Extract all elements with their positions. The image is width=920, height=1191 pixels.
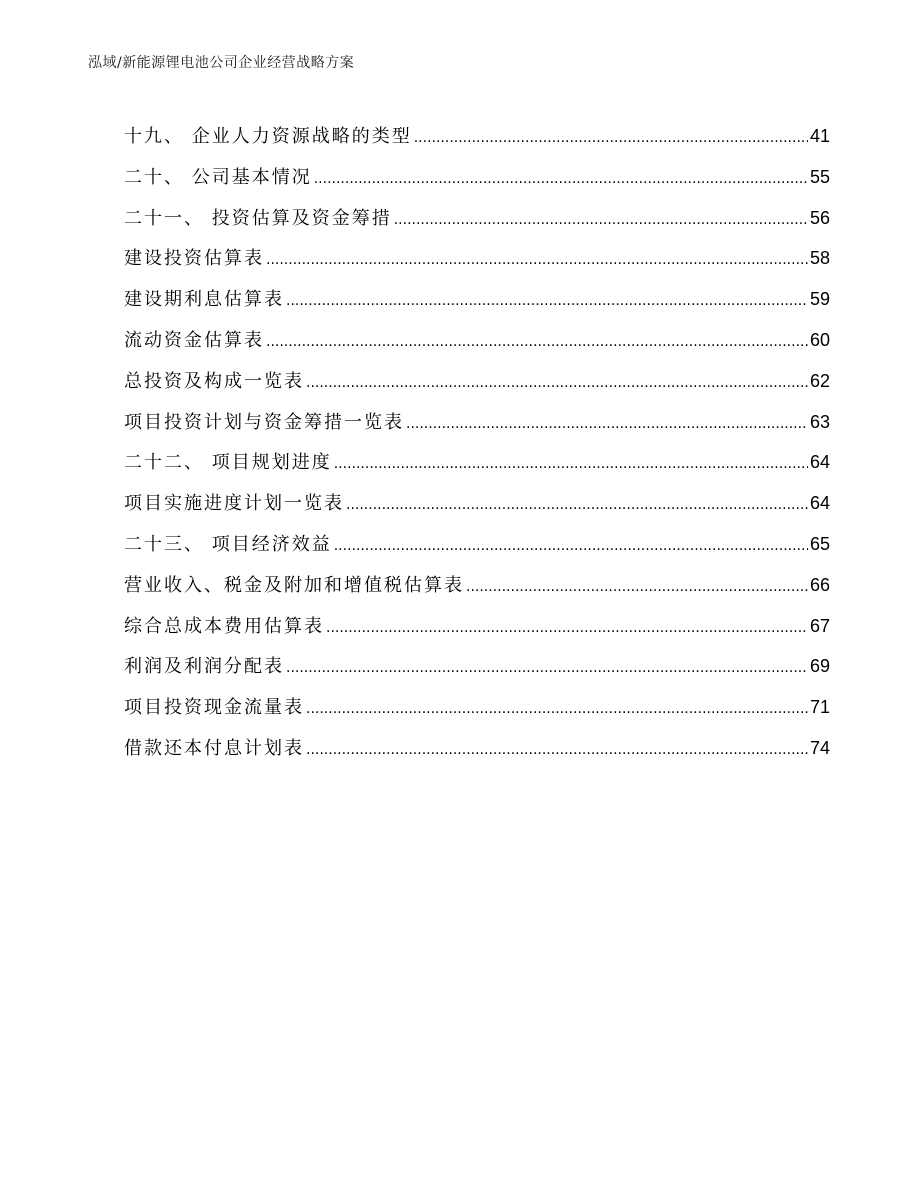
toc-entry[interactable] bbox=[124, 279, 830, 320]
toc-dot-leader bbox=[286, 281, 808, 322]
toc-entry[interactable] bbox=[124, 728, 830, 769]
toc-entry-title: 营业收入、税金及附加和增值税估算表 bbox=[124, 574, 464, 596]
toc-dot-leader bbox=[306, 363, 808, 404]
table-of-contents bbox=[124, 116, 830, 769]
toc-entry-page: 58 bbox=[809, 248, 830, 269]
toc-entry-page: 55 bbox=[809, 166, 830, 187]
toc-entry-page: 65 bbox=[809, 533, 830, 554]
toc-entry[interactable] bbox=[124, 157, 830, 198]
toc-entry-page: 64 bbox=[809, 452, 830, 473]
toc-dot-leader bbox=[306, 730, 808, 771]
toc-entry-page: 41 bbox=[809, 126, 830, 146]
toc-dot-leader bbox=[414, 118, 808, 159]
toc-entry-page: 69 bbox=[809, 656, 830, 677]
header-divider bbox=[88, 80, 832, 81]
toc-dot-leader bbox=[334, 526, 808, 567]
toc-entry[interactable] bbox=[124, 606, 830, 647]
toc-dot-leader bbox=[306, 689, 808, 730]
toc-entry-title: 二十二、 项目规划进度 bbox=[124, 452, 332, 474]
toc-entry-title: 二十三、 项目经济效益 bbox=[124, 533, 332, 555]
toc-entry[interactable] bbox=[124, 198, 830, 239]
toc-dot-leader bbox=[326, 608, 808, 649]
toc-entry-page: 67 bbox=[809, 615, 830, 636]
toc-dot-leader bbox=[266, 240, 808, 281]
toc-entry-title: 十九、 企业人力资源战略的类型 bbox=[124, 126, 412, 147]
toc-entry-title: 项目投资计划与资金筹措一览表 bbox=[124, 411, 404, 433]
toc-dot-leader bbox=[334, 444, 808, 485]
toc-entry-title: 二十、 公司基本情况 bbox=[124, 166, 312, 188]
toc-entry-page: 60 bbox=[809, 329, 830, 350]
toc-entry-page: 66 bbox=[809, 574, 830, 595]
toc-entry-title: 借款还本付息计划表 bbox=[124, 737, 304, 759]
toc-entry[interactable] bbox=[124, 116, 830, 157]
toc-entry[interactable] bbox=[124, 565, 830, 606]
toc-entry[interactable] bbox=[124, 524, 830, 565]
toc-entry-title: 项目实施进度计划一览表 bbox=[124, 493, 344, 515]
toc-entry[interactable] bbox=[124, 238, 830, 279]
toc-entry-page: 62 bbox=[809, 370, 830, 391]
toc-entry[interactable] bbox=[124, 687, 830, 728]
toc-entry-page: 71 bbox=[809, 697, 830, 718]
toc-dot-leader bbox=[394, 200, 808, 241]
toc-entry-page: 64 bbox=[809, 493, 830, 514]
toc-entry-title: 流动资金估算表 bbox=[124, 329, 264, 351]
toc-entry-title: 利润及利润分配表 bbox=[124, 656, 284, 678]
toc-entry[interactable] bbox=[124, 402, 830, 443]
toc-entry-title: 总投资及构成一览表 bbox=[124, 370, 304, 392]
toc-entry-title: 建设投资估算表 bbox=[124, 248, 264, 270]
toc-dot-leader bbox=[466, 567, 808, 608]
toc-entry-page: 56 bbox=[809, 207, 830, 228]
toc-entry-title: 综合总成本费用估算表 bbox=[124, 615, 324, 637]
toc-entry-title: 项目投资现金流量表 bbox=[124, 697, 304, 719]
toc-entry[interactable] bbox=[124, 483, 830, 524]
toc-entry[interactable] bbox=[124, 320, 830, 361]
toc-dot-leader bbox=[314, 159, 808, 200]
page-header: 泓域/新能源锂电池公司企业经营战略方案 bbox=[88, 55, 355, 71]
toc-dot-leader bbox=[266, 322, 808, 363]
toc-dot-leader bbox=[406, 404, 808, 445]
toc-entry[interactable] bbox=[124, 361, 830, 402]
toc-entry-page: 59 bbox=[809, 289, 830, 310]
toc-entry-page: 74 bbox=[809, 737, 830, 758]
toc-entry-title: 建设期利息估算表 bbox=[124, 289, 284, 311]
toc-entry-page: 63 bbox=[809, 411, 830, 432]
toc-dot-leader bbox=[286, 648, 808, 689]
toc-dot-leader bbox=[346, 485, 808, 526]
toc-entry-title: 二十一、 投资估算及资金筹措 bbox=[124, 207, 392, 229]
toc-entry[interactable] bbox=[124, 646, 830, 687]
toc-entry[interactable] bbox=[124, 442, 830, 483]
